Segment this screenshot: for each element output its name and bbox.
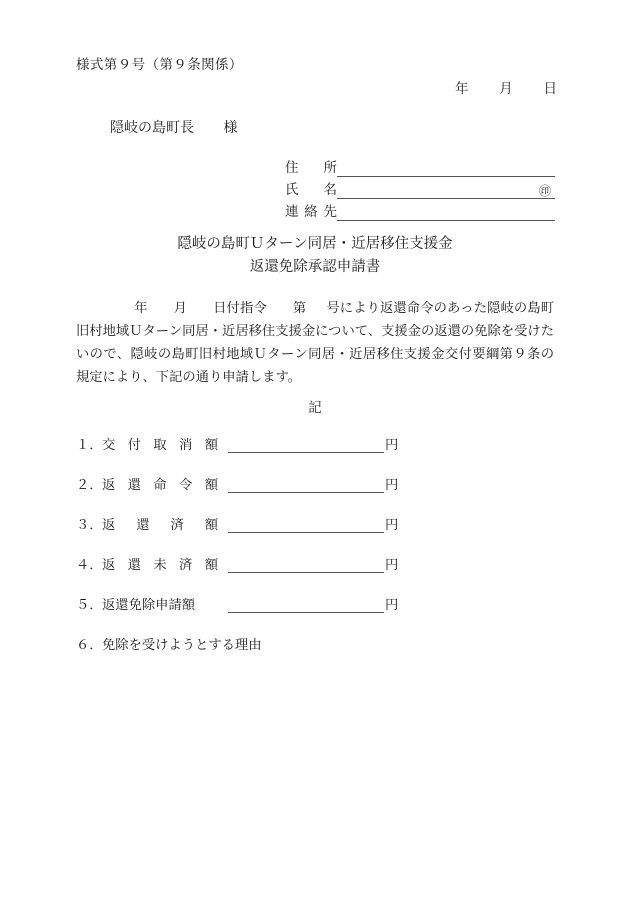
item-number-4: ４． (76, 557, 103, 572)
addressee-honorific: 様 (223, 121, 238, 136)
item-row-5 (76, 594, 556, 634)
addressee-recipient: 隠岐の島町長 (110, 121, 194, 136)
body-text: 号により返還命令のあった隠岐の島町旧村地域Ｕターン同居・近居移住支援金について、支援金の返還の免除を受けたいので、隠岐の島町旧村地域Ｕターン同居・近居移住支援金交付要綱第９条の規定により、下記の通り申請します。 (76, 300, 555, 384)
document-title-line-1: 隠岐の島町Ｕターン同居・近居移住支援金 (177, 236, 453, 252)
document-title-line-2: 返還免除承認申請書 (249, 259, 381, 275)
item-label-2: 返還命令額 (102, 477, 218, 492)
item-row-1 (76, 434, 556, 474)
contact-field-row (285, 199, 555, 221)
item-input-2[interactable] (228, 477, 384, 493)
body-order-label: 日付指令 (213, 300, 267, 315)
item-label-1: 交付取消額 (102, 437, 218, 452)
contact-input[interactable] (337, 203, 555, 221)
applicant-info-block (285, 155, 555, 221)
document-title (0, 233, 630, 279)
item-input-5[interactable] (228, 597, 384, 613)
item-unit-4: 円 (385, 557, 399, 572)
date-year-label: 年 (455, 81, 469, 96)
item-input-3[interactable] (228, 517, 384, 533)
item-number-5: ５． (76, 597, 103, 612)
name-field-label: 氏 名 (285, 181, 337, 197)
name-field-row (285, 177, 555, 199)
item-label-3: 返還済額 (102, 517, 218, 532)
item-row-3 (76, 514, 556, 554)
body-month-label: 月 (173, 300, 188, 315)
address-field-row (285, 155, 555, 177)
form-number: 様式第９号（第９条関係） (76, 57, 243, 72)
item-row-2 (76, 474, 556, 514)
item-number-2: ２． (76, 477, 103, 492)
body-number-prefix: 第 (292, 300, 307, 315)
item-label-5: 返還免除申請額 (102, 597, 196, 612)
item-row-4 (76, 554, 556, 594)
item-row-6 (76, 634, 556, 674)
name-input[interactable] (337, 181, 555, 199)
item-unit-1: 円 (385, 437, 399, 452)
item-number-6: ６． (76, 637, 103, 652)
address-input[interactable] (337, 159, 555, 177)
seal-icon: ㊞ (538, 184, 551, 198)
item-unit-3: 円 (385, 517, 399, 532)
item-number-1: １． (76, 437, 103, 452)
addressee (110, 117, 238, 137)
address-field-label: 住 所 (285, 159, 337, 175)
date-month-label: 月 (499, 81, 513, 96)
body-paragraph (76, 296, 554, 388)
item-unit-5: 円 (385, 597, 399, 612)
item-input-1[interactable] (228, 437, 384, 453)
item-input-4[interactable] (228, 557, 384, 573)
body-year-label: 年 (134, 300, 148, 315)
item-label-6: 免除を受けようとする理由 (102, 637, 262, 652)
date-line-header (455, 77, 557, 97)
item-number-3: ３． (76, 517, 103, 532)
date-day-label: 日 (543, 81, 557, 96)
contact-field-label: 連絡先 (285, 203, 337, 219)
items-list (76, 434, 556, 674)
item-label-4: 返還未済額 (102, 557, 218, 572)
ki-marker: 記 (308, 400, 322, 415)
item-unit-2: 円 (385, 477, 399, 492)
